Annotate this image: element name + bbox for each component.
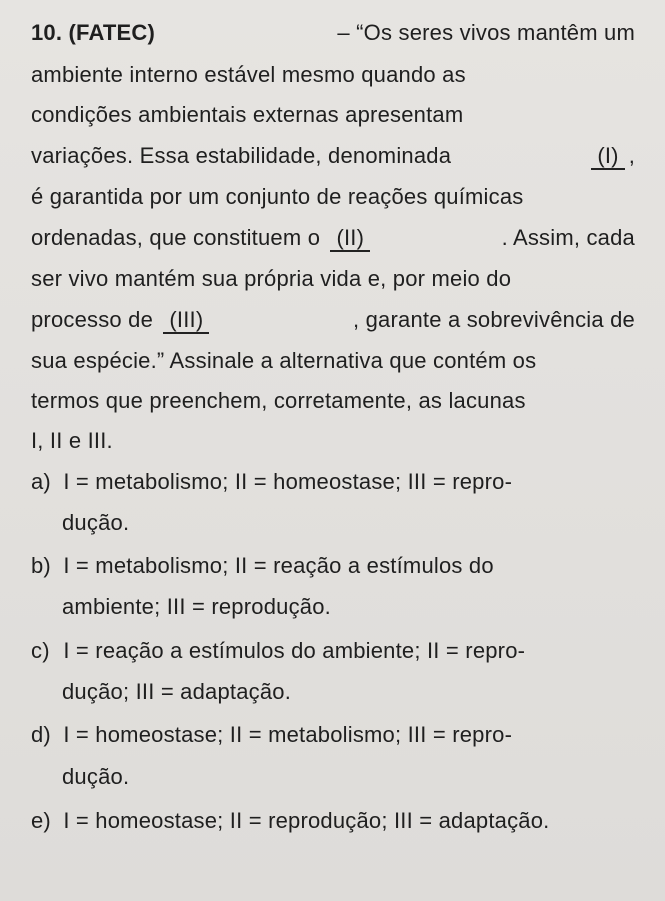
- option-label: e): [31, 808, 51, 833]
- question-number: 10.: [31, 20, 63, 45]
- option-label: b): [31, 553, 51, 578]
- question-text-line: ordenadas, que constituem o: [31, 225, 321, 250]
- comma: ,: [628, 143, 635, 168]
- blank-i: (I): [591, 144, 624, 170]
- question-text-line: , garante a sobrevivência de: [353, 307, 635, 332]
- option-b[interactable]: [31, 551, 635, 581]
- question-text-line: ser vivo mantém sua própria vida e, por meio do: [31, 266, 512, 291]
- option-d-continuation: dução.: [62, 764, 130, 789]
- option-e[interactable]: [31, 806, 635, 836]
- option-text: I = reação a estímulos do ambiente; II = repro-: [63, 638, 526, 663]
- question-text-line: I, II e III.: [31, 428, 113, 453]
- option-a-continuation: dução.: [62, 510, 130, 535]
- option-c[interactable]: [31, 636, 635, 666]
- question-text-line: processo de: [31, 307, 154, 332]
- question-text-line: – “Os seres vivos mantêm um: [337, 20, 635, 45]
- option-label: d): [31, 722, 51, 747]
- option-label: c): [31, 638, 50, 663]
- option-a[interactable]: [31, 467, 635, 497]
- option-d[interactable]: [31, 720, 635, 750]
- question-line-6: [31, 223, 635, 253]
- option-b-continuation: ambiente; III = reprodução.: [62, 594, 331, 619]
- option-c-continuation: dução; III = adaptação.: [62, 679, 292, 704]
- option-text: I = metabolismo; II = homeostase; III = repro-: [63, 469, 513, 494]
- option-label: a): [31, 469, 51, 494]
- blank-iii: (III): [163, 308, 209, 334]
- question-text-line: é garantida por um conjunto de reações químicas: [31, 184, 524, 209]
- question-text-line: sua espécie.” Assinale a alternativa que contém os: [31, 348, 537, 373]
- question-line-1: [31, 18, 635, 48]
- question-text-line: condições ambientais externas apresentam: [31, 102, 464, 127]
- option-text: I = homeostase; II = metabolismo; III = repro-: [63, 722, 513, 747]
- question-text-line: termos que preenchem, corretamente, as lacunas: [31, 388, 526, 413]
- question-text-line: variações. Essa estabilidade, denominada: [31, 143, 452, 168]
- option-text: I = homeostase; II = reprodução; III = adaptação.: [63, 808, 550, 833]
- question-line-4: [31, 141, 635, 171]
- option-text: I = metabolismo; II = reação a estímulos do: [63, 553, 494, 578]
- question-source: (FATEC): [68, 20, 156, 45]
- question-text-line: . Assim, cada: [501, 225, 635, 250]
- blank-ii: (II): [330, 226, 370, 252]
- question-text-line: ambiente interno estável mesmo quando as: [31, 62, 466, 87]
- question-line-8: [31, 305, 635, 335]
